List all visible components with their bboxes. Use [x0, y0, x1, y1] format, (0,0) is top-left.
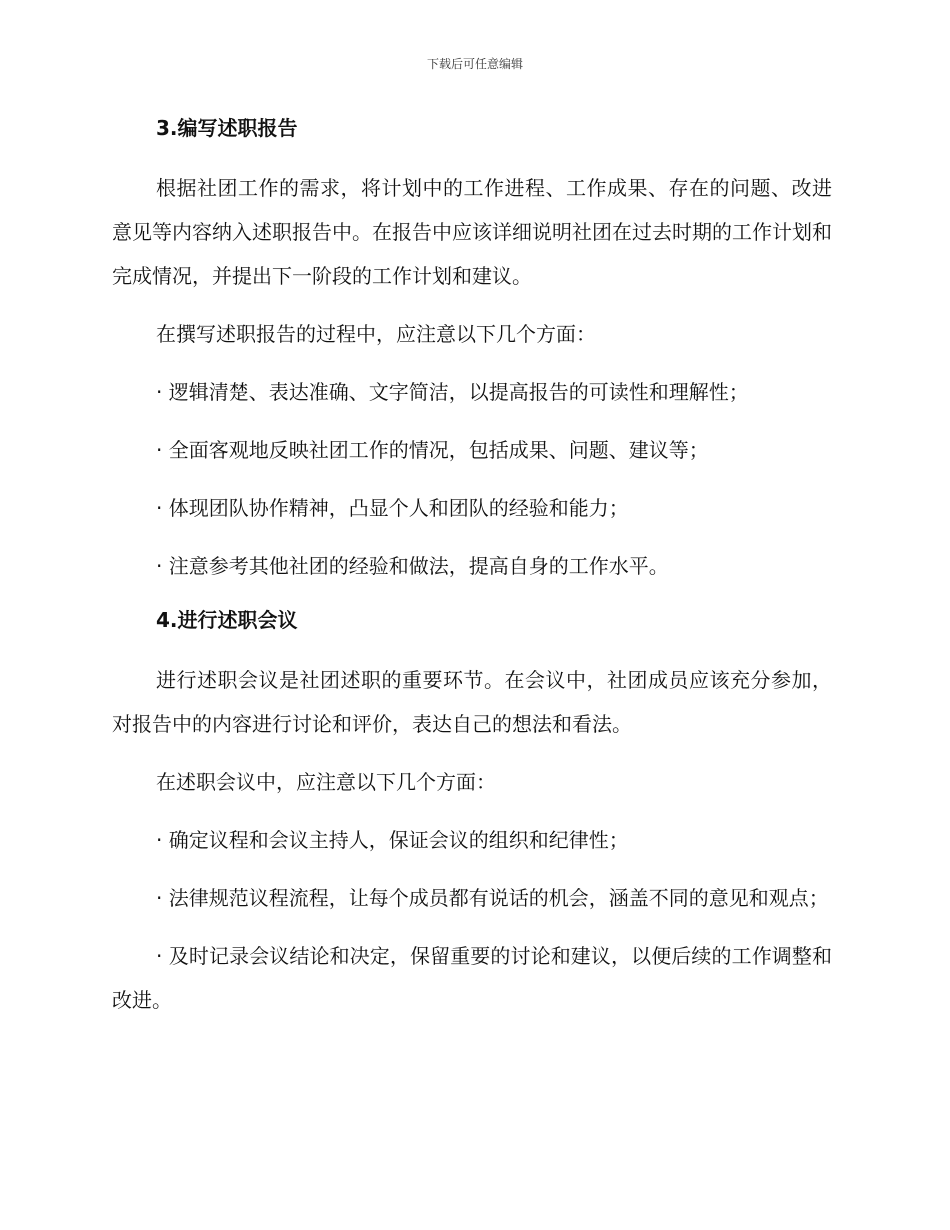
- bullet-item: · 逻辑清楚、表达准确、文字简洁，以提高报告的可读性和理解性；: [156, 380, 749, 404]
- bullet-item: · 法律规范议程流程，让每个成员都有说话的机会，涵盖不同的意见和观点；: [156, 886, 829, 910]
- bullet-item: · 全面客观地反映社团工作的情况，包括成果、问题、建议等；: [156, 438, 709, 462]
- section-heading: 4.进行述职会议: [156, 608, 298, 632]
- section-4: [112, 602, 832, 1022]
- bullet-item: · 确定议程和会议主持人，保证会议的组织和纪律性；: [156, 828, 629, 852]
- paragraph: 进行述职会议是社团述职的重要环节。在会议中，社团成员应该充分参加，对报告中的内容进行讨论和评价，表达自己的想法和看法。: [112, 668, 832, 736]
- section-3: [112, 110, 832, 588]
- paragraph: 在述职会议中，应注意以下几个方面：: [156, 770, 496, 794]
- paragraph: 在撰写述职报告的过程中，应注意以下几个方面：: [156, 322, 596, 346]
- page-header: 下载后可任意编辑: [426, 57, 523, 71]
- bullet-item: · 注意参考其他社团的经验和做法，提高自身的工作水平。: [156, 554, 669, 578]
- paragraph: 根据社团工作的需求，将计划中的工作进程、工作成果、存在的问题、改进意见等内容纳入述职报告中。在报告中应该详细说明社团在过去时期的工作计划和完成情况，并提出下一阶段的工作计划和建议。: [112, 176, 832, 288]
- document-body: [112, 110, 832, 1036]
- section-heading: 3.编写述职报告: [156, 116, 298, 140]
- bullet-item: · 及时记录会议结论和决定，保留重要的讨论和建议，以便后续的工作调整和改进。: [112, 944, 832, 1012]
- bullet-item: · 体现团队协作精神，凸显个人和团队的经验和能力；: [156, 496, 629, 520]
